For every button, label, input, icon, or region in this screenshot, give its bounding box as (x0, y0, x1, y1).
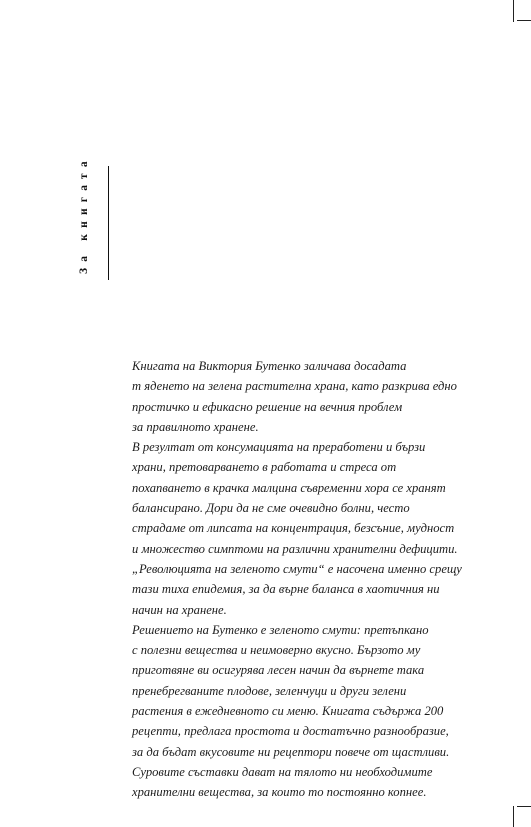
section-label: За книгата (78, 155, 90, 274)
crop-mark-bottom-right-vertical (513, 806, 514, 827)
text-line: Решението на Бутенко е зеленото смути: претъпкано (132, 622, 429, 637)
crop-mark-top-right-horizontal (517, 20, 531, 21)
text-line: В резултат от консумацията на преработени и бързи (132, 440, 426, 455)
text-line: и множество симптоми на различни хранителни дефицити. (132, 541, 458, 556)
text-line: приготвяне ви осигурява лесен начин да върнете така (132, 663, 425, 678)
crop-mark-top-right-vertical (513, 0, 514, 22)
text-line: с полезни вещества и неимоверно вкусно. Бързото му (132, 643, 421, 658)
crop-mark-bottom-right-horizontal (517, 806, 531, 807)
text-line: балансирано. Дори да не сме очевидно болни, често (132, 501, 410, 516)
text-line: Книгата на Виктория Бутенко заличава досадата (132, 359, 407, 373)
text-line: за правилното хранене. (132, 419, 259, 434)
text-line: простичко и ефикасно решение на вечния проблем (132, 399, 403, 414)
text-line: „Революцията на зеленото смути“ е насочена именно срещу (132, 561, 462, 576)
text-line: рецепти, предлага простота и достатъчно разнообразие, (132, 724, 449, 739)
text-line: похапването в крачка малцина съвременни хора се хранят (132, 480, 446, 495)
text-line: тази тиха епидемия, за да върне баланса в хаотичния ни (132, 582, 440, 597)
section-rule (108, 166, 109, 280)
text-line: храни, претоварването в работата и стреса от (132, 460, 397, 475)
book-description (132, 356, 512, 803)
text-line: начин на хранене. (132, 602, 227, 617)
text-line: страдаме от липсата на концентрация, безсъние, мудност (132, 521, 455, 536)
text-line: пренебрегваните плодове, зеленчуци и други зелени (132, 683, 407, 698)
text-line: т яденето на зелена растителна храна, като разкрива едно (132, 379, 457, 394)
text-line: растения в ежедневното си меню. Книгата съдържа 200 (132, 704, 444, 719)
text-line: Суровите съставки дават на тялото ни необходимите (132, 764, 433, 779)
text-line: за да бъдат вкусовите ни рецептори повече от щастливи. (132, 744, 450, 759)
text-line: хранителни вещества, за които то постоянно копнее. (132, 785, 427, 800)
